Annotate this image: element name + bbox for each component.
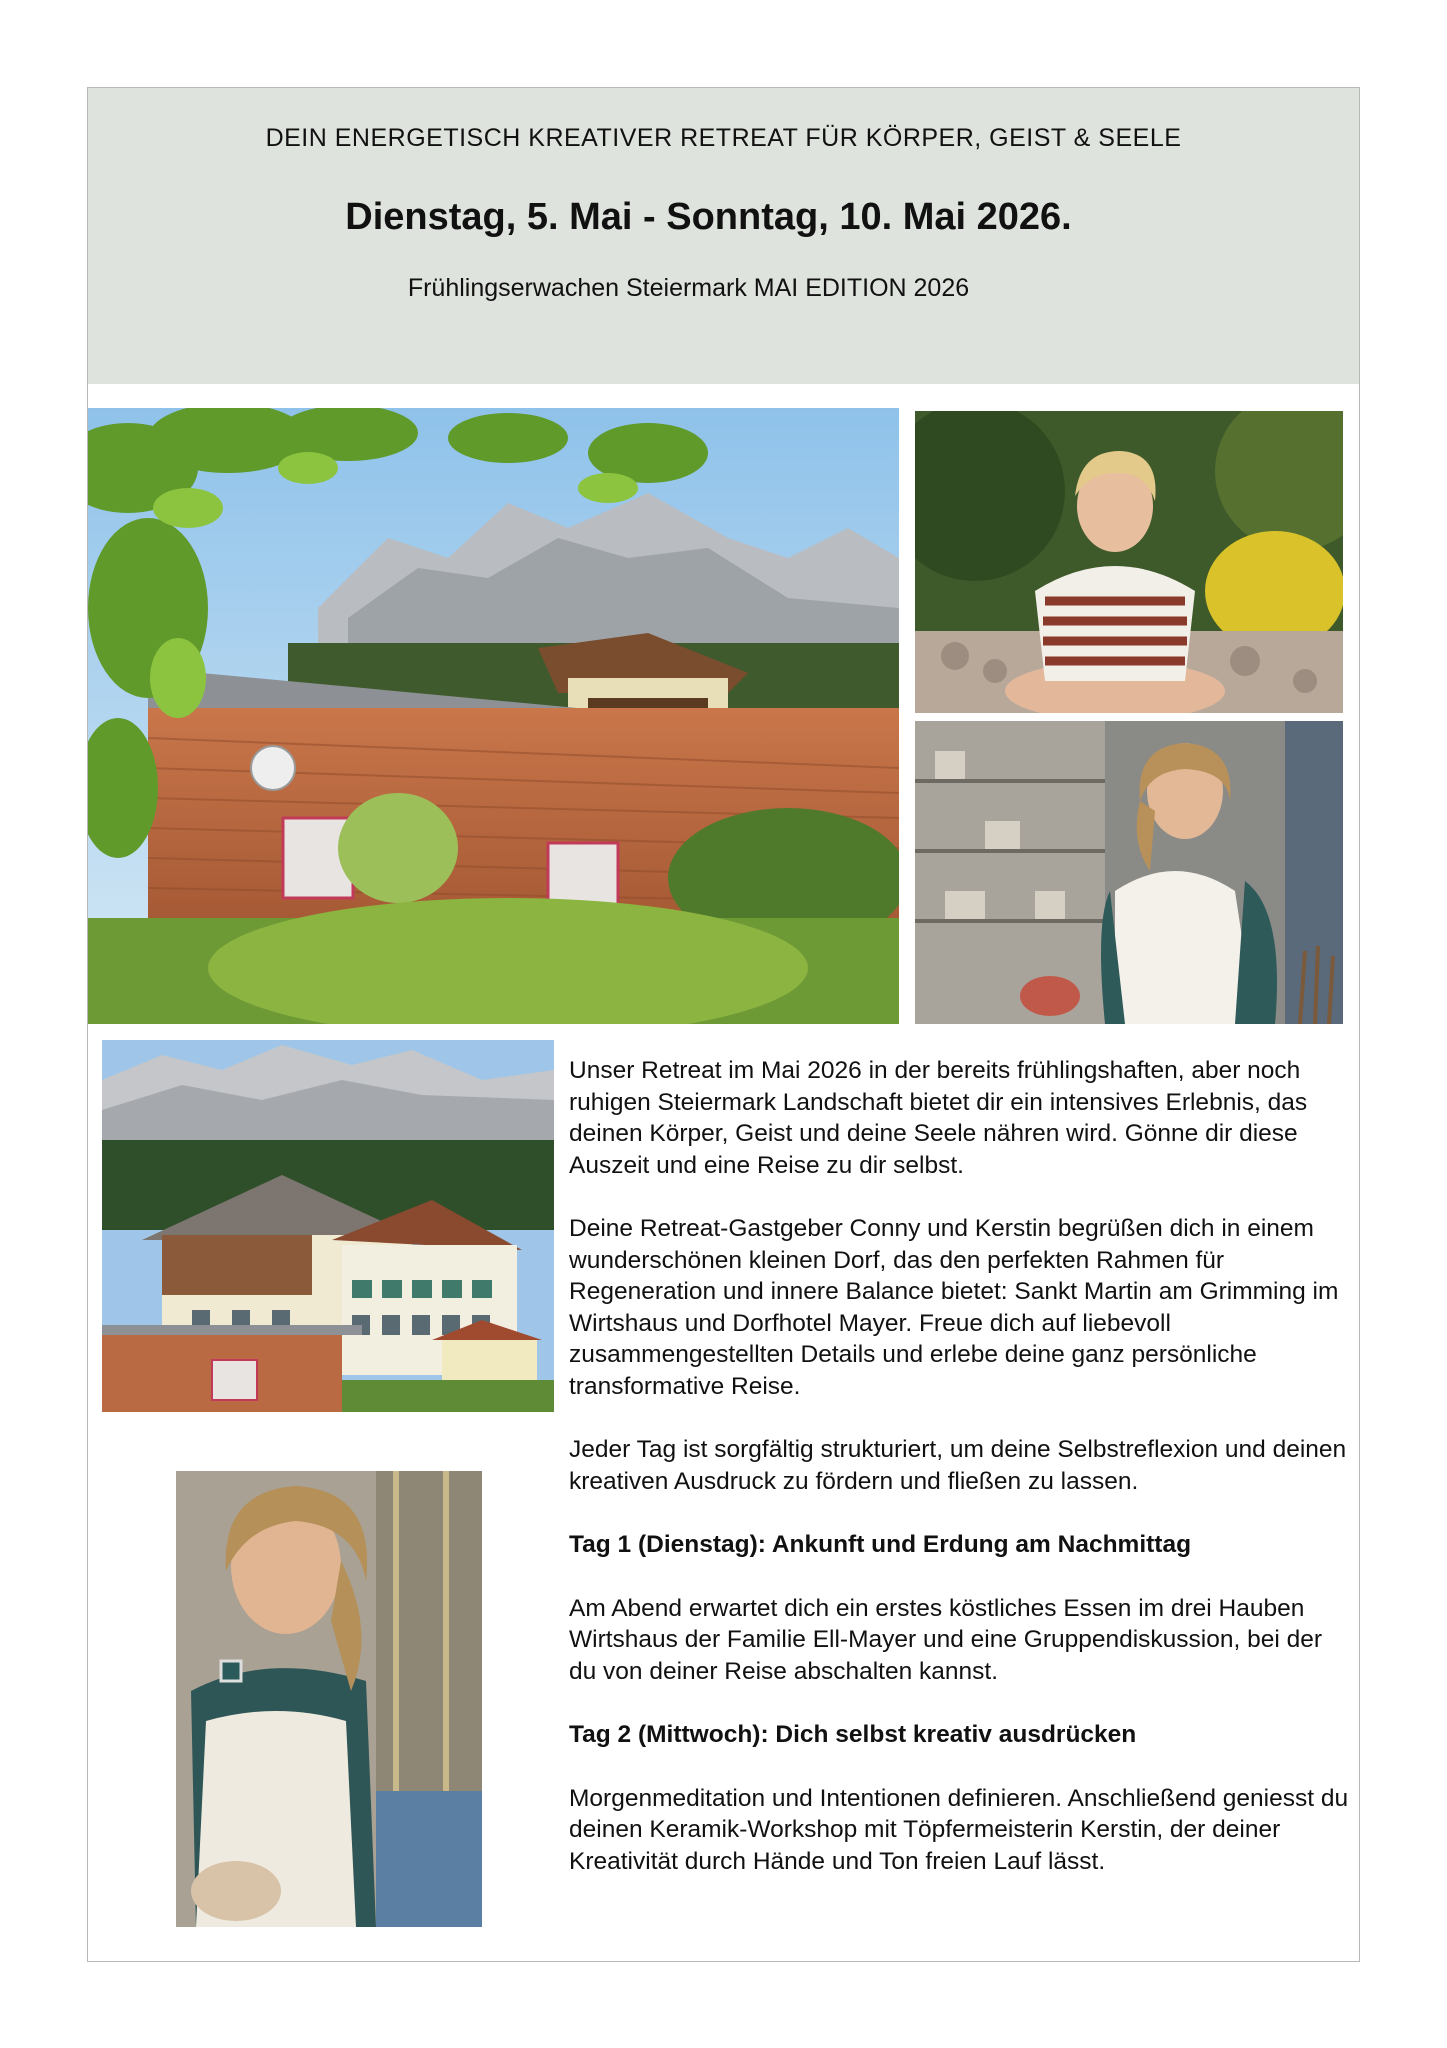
structure-paragraph: Jeder Tag ist sorgfältig strukturiert, um deine Selbstreflexion und deinen kreativen Ausdruck zu fördern und fließen zu lassen.: [569, 1436, 1347, 1495]
retreat-tagline: DEIN ENERGETISCH KREATIVER RETREAT FÜR KÖRPER, GEIST & SEELE: [265, 124, 1182, 152]
day1-paragraph: Am Abend erwartet dich ein erstes köstliches Essen im drei Hauben Wirtshaus der Familie Ell-Mayer und eine Gruppendiskussion, bei der du von deiner Reise abschalten kannst.: [569, 1594, 1323, 1685]
day1-heading: Tag 1 (Dienstag): Ankunft und Erdung am Nachmittag: [569, 1531, 1192, 1558]
body-text: [569, 1055, 1349, 1909]
day2-paragraph: Morgenmeditation und Intentionen definieren. Anschließend geniesst du deinen Keramik-Workshop mit Töpfermeisterin Kerstin, der deiner Kreativität durch Hände und Ton freien Lauf lässt.: [569, 1784, 1349, 1875]
edition-subtitle: Frühlingserwachen Steiermark MAI EDITION 2026: [407, 274, 970, 302]
header-band: [88, 88, 1359, 384]
retreat-dates: Dienstag, 5. Mai - Sonntag, 10. Mai 2026.: [345, 196, 1072, 238]
conny-portrait-photo: [915, 411, 1343, 713]
mountain-chalet-photo: [88, 408, 899, 1024]
day2-heading: Tag 2 (Mittwoch): Dich selbst kreativ ausdrücken: [569, 1721, 1137, 1748]
hosts-paragraph: Deine Retreat-Gastgeber Conny und Kerstin begrüßen dich in einem wunderschönen kleinen Dorf, das den perfekten Rahmen für Regeneration und innere Balance bietet: Sankt Martin am Grimming im Wirtshaus und Dorfhotel Mayer. Freue dich auf liebevoll zusammengestellten Details und erlebe deine ganz persönliche transformative Reise.: [569, 1215, 1339, 1400]
intro-paragraph: Unser Retreat im Mai 2026 in der bereits frühlingshaften, aber noch ruhigen Steiermark Landschaft bietet dir ein intensives Erlebnis, das deinen Körper, Geist und deine Seele nähren wird. Gönne dir diese Auszeit und eine Reise zu dir selbst.: [569, 1057, 1308, 1179]
kerstin-pottery-photo: [176, 1471, 482, 1927]
dorfhotel-mayer-photo: [102, 1040, 554, 1412]
kerstin-ceramic-studio-photo: [915, 721, 1343, 1024]
